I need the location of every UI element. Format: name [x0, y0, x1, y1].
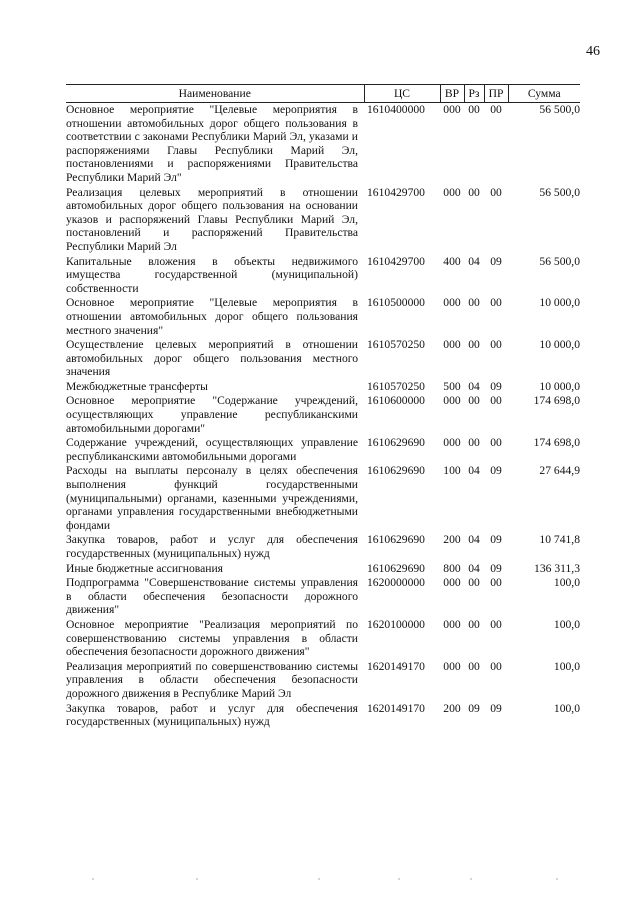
cell-vr: 000	[443, 338, 461, 352]
cell-sum: 10 000,0	[539, 338, 580, 352]
cell-rz: 04	[468, 379, 480, 393]
cell-vr: 800	[443, 561, 461, 575]
table-row	[66, 186, 580, 255]
cell-cs: 1620149170	[367, 701, 425, 715]
cell-name: Расходы на выплаты персоналу в целях обеспечения выполнения функций государственными (муниципальными) органами, казенными учреждениями, органами управления государственными внебюджетными фондами	[66, 464, 358, 532]
cell-rz: 04	[468, 464, 480, 478]
table-row	[66, 562, 580, 577]
cell-name: Иные бюджетные ассигнования	[66, 561, 223, 575]
cell-pr: 00	[490, 103, 502, 116]
cell-rz: 04	[468, 561, 480, 575]
cell-rz: 00	[468, 617, 480, 631]
cell-pr: 00	[490, 296, 502, 310]
cell-rz: 04	[468, 533, 480, 547]
budget-table	[66, 84, 580, 730]
header-vr: ВР	[440, 85, 464, 103]
cell-name: Основное мероприятие "Содержание учреждений, осуществляющих управление республиканскими автомобильными дорогами"	[66, 394, 358, 435]
cell-cs: 1610429700	[367, 185, 425, 199]
cell-sum: 27 644,9	[539, 464, 580, 478]
cell-cs: 1610400000	[367, 103, 425, 116]
header-rz: Рз	[464, 85, 484, 103]
table-row	[66, 702, 580, 730]
cell-sum: 10 000,0	[539, 379, 580, 393]
cell-vr: 000	[443, 617, 461, 631]
cell-rz: 09	[468, 701, 480, 715]
cell-pr: 09	[490, 561, 502, 575]
cell-vr: 000	[443, 296, 461, 310]
cell-name: Реализация мероприятий по совершенствованию системы управления в области обеспечения безопасности дорожного движения в Республике Марий Эл	[66, 659, 358, 700]
cell-name: Основное мероприятие "Целевые мероприятия в отношении автомобильных дорог общего пользования местного значения"	[66, 296, 358, 337]
scan-noise-dots	[0, 878, 640, 884]
cell-cs: 1610600000	[367, 394, 425, 408]
page-number: 46	[586, 44, 600, 59]
table-row	[66, 338, 580, 380]
cell-pr: 00	[490, 394, 502, 408]
cell-cs: 1610429700	[367, 254, 425, 268]
cell-pr: 00	[490, 338, 502, 352]
cell-name: Закупка товаров, работ и услуг для обеспечения государственных (муниципальных) нужд	[66, 701, 358, 729]
cell-name: Подпрограмма "Совершенствование системы управления в области обеспечения безопасности дорожного движения"	[66, 576, 358, 617]
cell-vr: 500	[443, 379, 461, 393]
table-row	[66, 464, 580, 533]
cell-sum: 100,0	[553, 576, 580, 590]
cell-rz: 00	[468, 103, 480, 116]
cell-name: Осуществление целевых мероприятий в отношении автомобильных дорог общего пользования местного значения	[66, 338, 358, 379]
cell-sum: 174 698,0	[533, 394, 580, 408]
table-row	[66, 103, 580, 186]
cell-sum: 56 500,0	[539, 103, 580, 116]
cell-pr: 00	[490, 576, 502, 590]
cell-sum: 56 500,0	[539, 254, 580, 268]
cell-rz: 00	[468, 659, 480, 673]
cell-name: Содержание учреждений, осуществляющих управление республиканскими автомобильными дорогами	[66, 436, 358, 463]
cell-pr: 09	[490, 379, 502, 393]
table-row	[66, 436, 580, 464]
cell-name: Реализация целевых мероприятий в отношении автомобильных дорог общего пользования на основании указов и распоряжений Главы Республики Марий Эл, постановлений и распоряжений Правительства Республики Марий Эл	[66, 185, 358, 253]
table-row	[66, 296, 580, 338]
cell-name: Закупка товаров, работ и услуг для обеспечения государственных (муниципальных) нужд	[66, 533, 358, 560]
cell-cs: 1610629690	[367, 561, 425, 575]
cell-rz: 00	[468, 436, 480, 450]
cell-sum: 136 311,3	[534, 561, 580, 575]
cell-sum: 10 741,8	[539, 533, 580, 547]
cell-name: Межбюджетные трансферты	[66, 379, 208, 393]
table-header-row	[66, 85, 580, 103]
table-body	[66, 103, 580, 730]
header-pr: ПР	[484, 85, 508, 103]
cell-cs: 1620100000	[367, 617, 425, 631]
table-row	[66, 533, 580, 561]
cell-rz: 04	[468, 254, 480, 268]
cell-vr: 000	[443, 576, 461, 590]
header-sum: Сумма	[508, 85, 580, 103]
cell-rz: 00	[468, 576, 480, 590]
cell-name: Основное мероприятие "Целевые мероприятия в отношении автомобильных дорог общего пользования в соответствии с законами Республики Марий Эл, указами и распоряжениями Главы Республики Марий Эл, постановлениями и распоряжениями Правительства Республики Марий Эл"	[66, 103, 358, 184]
cell-rz: 00	[468, 338, 480, 352]
cell-cs: 1610570250	[367, 379, 425, 393]
table-row	[66, 618, 580, 660]
cell-pr: 09	[490, 701, 502, 715]
cell-sum: 100,0	[553, 701, 580, 715]
cell-vr: 200	[443, 701, 461, 715]
cell-pr: 09	[490, 464, 502, 478]
cell-vr: 000	[443, 103, 461, 116]
cell-vr: 100	[443, 464, 461, 478]
table-row	[66, 576, 580, 618]
cell-vr: 200	[443, 533, 461, 547]
table-row	[66, 380, 580, 395]
cell-pr: 00	[490, 659, 502, 673]
cell-sum: 100,0	[553, 617, 580, 631]
cell-cs: 1620000000	[367, 576, 425, 590]
cell-vr: 000	[443, 185, 461, 199]
cell-sum: 56 500,0	[539, 185, 580, 199]
cell-vr: 000	[443, 436, 461, 450]
cell-rz: 00	[468, 394, 480, 408]
cell-pr: 00	[490, 185, 502, 199]
cell-pr: 09	[490, 533, 502, 547]
cell-vr: 400	[443, 254, 461, 268]
cell-cs: 1610500000	[367, 296, 425, 310]
cell-cs: 1610629690	[367, 436, 425, 450]
cell-pr: 00	[490, 617, 502, 631]
header-cs: ЦС	[364, 85, 440, 103]
cell-pr: 00	[490, 436, 502, 450]
cell-vr: 000	[443, 394, 461, 408]
cell-cs: 1610629690	[367, 533, 425, 547]
cell-sum: 10 000,0	[539, 296, 580, 310]
header-name: Наименование	[66, 85, 364, 103]
table-row	[66, 660, 580, 702]
cell-rz: 00	[468, 296, 480, 310]
cell-rz: 00	[468, 185, 480, 199]
cell-name: Капитальные вложения в объекты недвижимого имущества государственной (муниципальной) собственности	[66, 254, 358, 295]
cell-vr: 000	[443, 659, 461, 673]
cell-cs: 1610629690	[367, 464, 425, 478]
cell-cs: 1620149170	[367, 659, 425, 673]
cell-cs: 1610570250	[367, 338, 425, 352]
cell-sum: 174 698,0	[533, 436, 580, 450]
table-row	[66, 394, 580, 436]
cell-pr: 09	[490, 254, 502, 268]
cell-name: Основное мероприятие "Реализация мероприятий по совершенствованию системы управления в области обеспечения безопасности дорожного движения"	[66, 617, 358, 659]
cell-sum: 100,0	[553, 659, 580, 673]
table-row	[66, 255, 580, 297]
